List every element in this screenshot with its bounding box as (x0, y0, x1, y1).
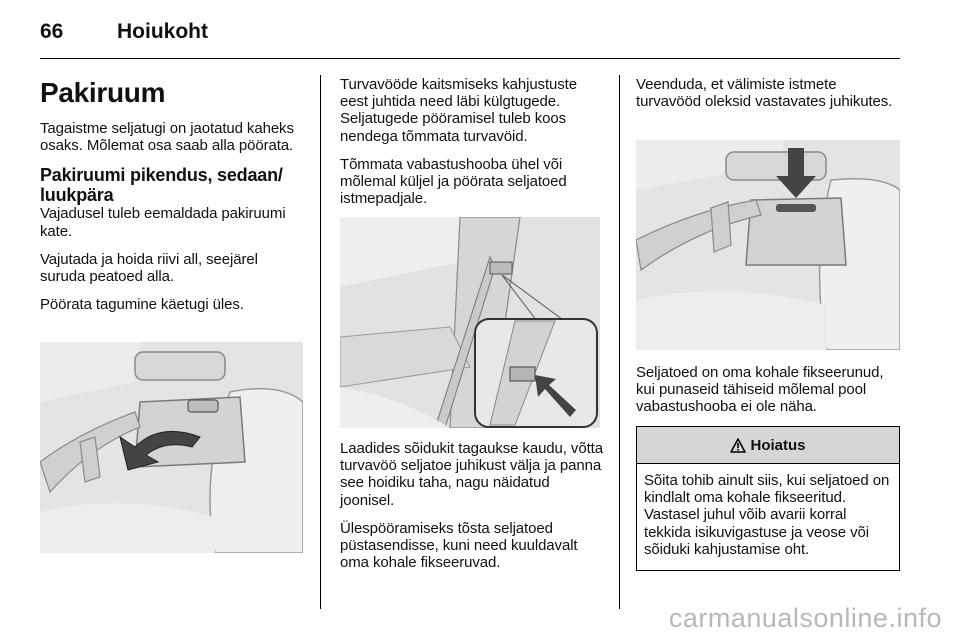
paragraph: Pöörata tagumine käetugi üles. (40, 296, 244, 314)
release-lever-illustration (636, 140, 900, 350)
section-title: Hoiukoht (117, 20, 208, 43)
watermark: carmanualsonline.info (668, 603, 942, 633)
warning-header (637, 427, 899, 464)
paragraph: Vajadusel tuleb eemaldada pakiruumi kate. (40, 205, 286, 240)
warning-box (636, 426, 900, 571)
paragraph: Vajutada ja hoida riivi all, seejärel suruda peatoed alla. (40, 250, 258, 286)
warning-triangle-icon (730, 438, 746, 453)
warning-text: Sõita tohib ainult siis, kui seljatoed on kindlalt oma kohale fikseeritud. Vastasel juhul võib avarii korral tekkida isikuvigastuse ja veose või sõiduki kahjustamise oht. (644, 472, 890, 558)
figure-armrest (40, 342, 303, 553)
subsection-heading: Pakiruumi pikendus, sedaan/ luukpära (40, 165, 283, 206)
page-number: 66 (40, 20, 64, 43)
paragraph: Veenduda, et välimiste istmete turvavööd oleksid vastavates juhikutes. (636, 76, 893, 111)
header-divider (40, 58, 900, 59)
column-1 (40, 76, 304, 324)
intro-paragraph: Tagaistme seljatugi on jaotatud kaheks osaks. Mõlemat osa saab alla pöörata. (40, 120, 294, 155)
paragraph: Turvavööde kaitsmiseks kahjustuste eest juhtida need läbi külgtugede. Seljatugede pööramisel tuleb koos nendega tõmmata turvavöid. (340, 76, 577, 145)
paragraph: Laadides sõidukit tagaukse kaudu, võtta turvavöö seljatoe juhikust välja ja panna see hoidiku taha, nagu näidatud joonisel. (340, 440, 603, 509)
figure-release-lever (636, 140, 900, 350)
column-3-lower (636, 364, 900, 427)
page-title: Pakiruum (40, 77, 166, 108)
column-divider (619, 75, 620, 609)
armrest-illustration (40, 342, 303, 553)
paragraph: Tõmmata vabastushooba ühel või mõlemal küljel ja pöörata seljatoed istmepadjale. (340, 155, 567, 208)
seatbelt-holder-illustration (340, 217, 600, 428)
column-2 (340, 76, 604, 218)
warning-title: Hoiatus (750, 436, 806, 454)
paragraph: Seljatoed on oma kohale fikseerunud, kui punaseid tähiseid mõlemal pool vabastushoobа ei ole näha. (636, 364, 884, 416)
page-header (40, 20, 900, 60)
figure-seatbelt-holder (340, 217, 600, 428)
column-3 (636, 76, 900, 121)
column-2-lower (340, 440, 604, 582)
paragraph: Ülespööramiseks tõsta seljatoed püstasendisse, kuni need kuuldavalt oma kohale fikseeruvad. (340, 519, 578, 572)
column-divider (320, 75, 321, 609)
